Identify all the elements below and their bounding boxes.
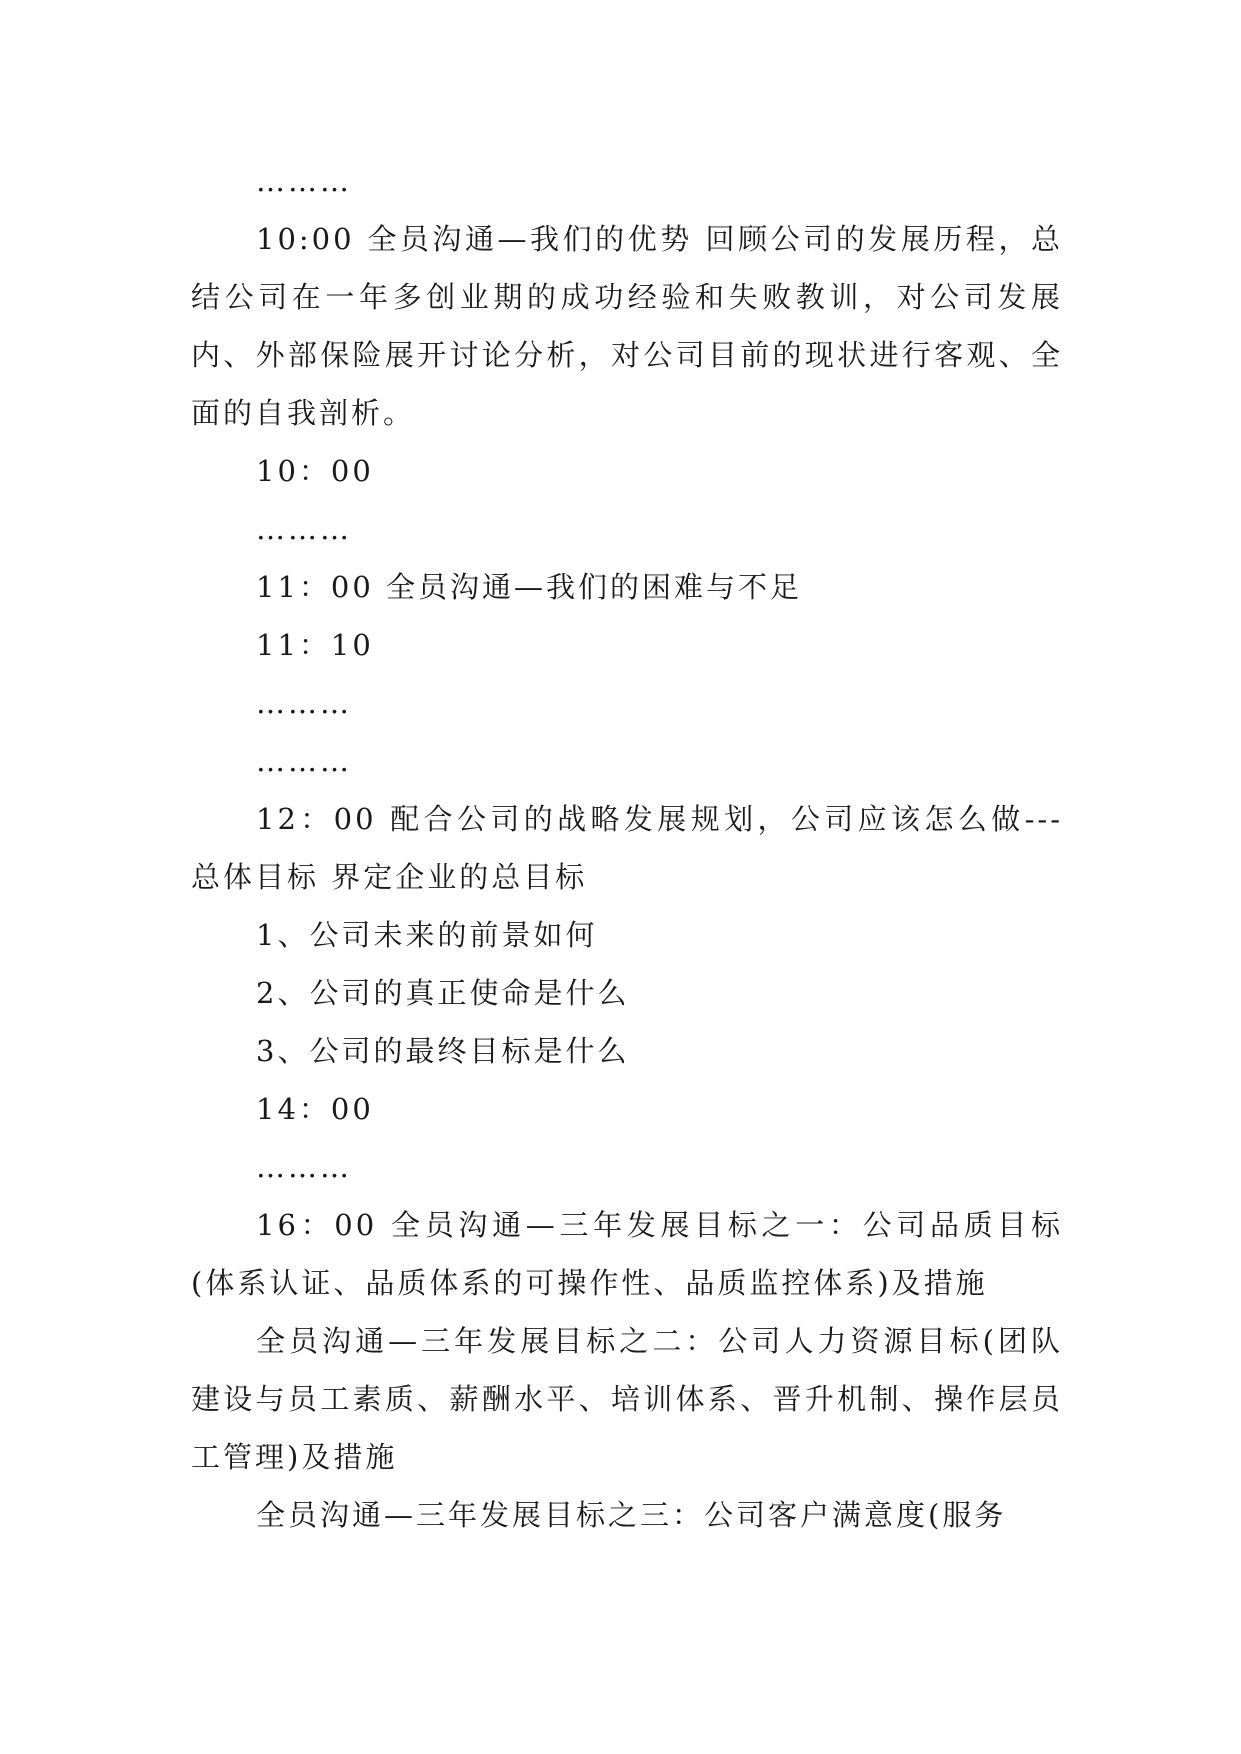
paragraph-ellipsis-1: ……… xyxy=(256,164,352,198)
paragraph-hr-goal: 全员沟通—三年发展目标之二：公司人力资源目标(团队建设与员工素质、薪酬水平、培训体系、晋升机制、操作层员工管理)及措施 xyxy=(191,1324,1063,1474)
paragraph-customer-satisfaction-goal: 全员沟通—三年发展目标之三：公司客户满意度(服务 xyxy=(256,1498,1007,1532)
paragraph-ellipsis-5: ……… xyxy=(256,1150,352,1184)
paragraph-ellipsis-2: ……… xyxy=(256,512,352,546)
list-item-3: 3、公司的最终目标是什么 xyxy=(256,1034,630,1068)
paragraph-schedule-1600-quality-goal: 16：00 全员沟通—三年发展目标之一：公司品质目标(体系认证、品质体系的可操作性、品质监控体系)及措施 xyxy=(191,1208,1063,1300)
document-body xyxy=(191,152,1063,1544)
list-item-1: 1、公司未来的前景如何 xyxy=(256,918,598,952)
list-item-2: 2、公司的真正使命是什么 xyxy=(256,976,630,1010)
paragraph-schedule-1200-overall-goal: 12：00 配合公司的战略发展规划，公司应该怎么做---总体目标 界定企业的总目标 xyxy=(191,802,1063,894)
paragraph-ellipsis-4: ……… xyxy=(256,744,352,778)
paragraph-time-1110: 11：10 xyxy=(256,628,374,662)
paragraph-schedule-1000-advantages: 10:00 全员沟通—我们的优势 回顾公司的发展历程，总结公司在一年多创业期的成功经验和失败教训，对公司发展内、外部保险展开讨论分析，对公司目前的现状进行客观、全面的自我剖析。 xyxy=(191,222,1063,430)
paragraph-time-1000: 10：00 xyxy=(256,454,374,488)
paragraph-time-1400: 14：00 xyxy=(256,1092,374,1126)
paragraph-ellipsis-3: ……… xyxy=(256,686,352,720)
paragraph-schedule-1100-difficulties: 11：00 全员沟通—我们的困难与不足 xyxy=(256,570,803,604)
